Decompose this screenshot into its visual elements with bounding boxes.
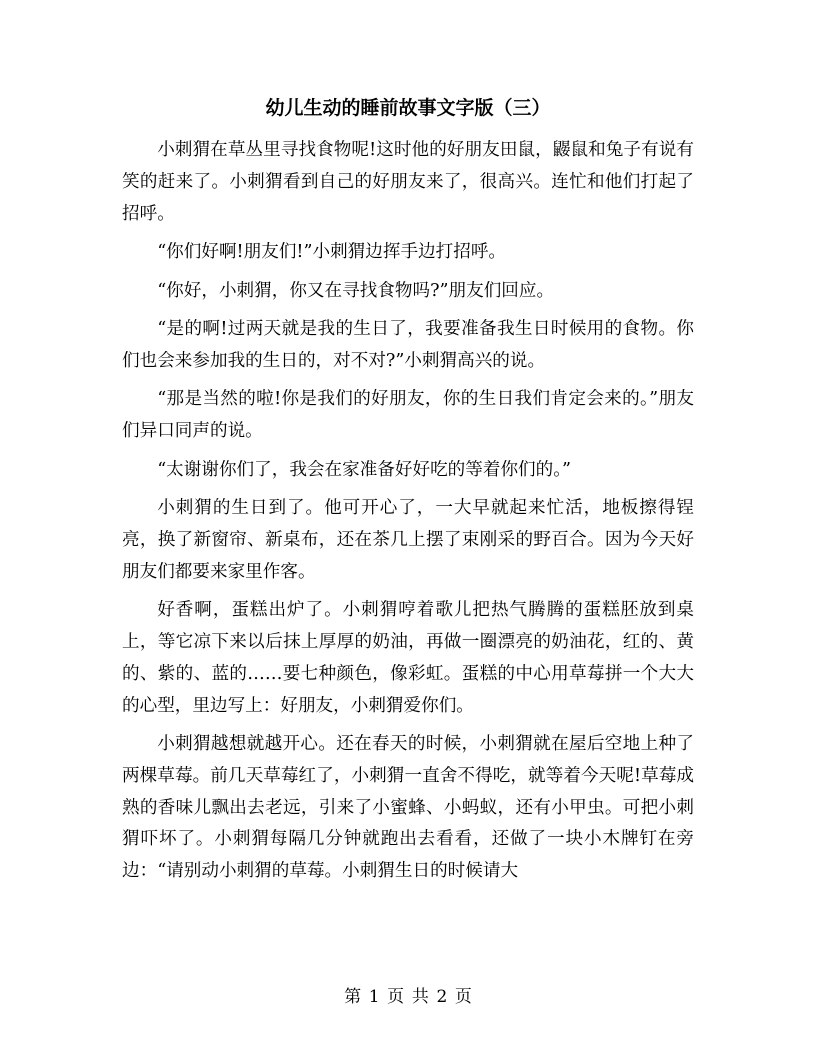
document-title: 幼儿生动的睡前故事文字版（三） <box>265 97 551 119</box>
paragraph: “是的啊!过两天就是我的生日了，我要准备我生日时候用的食物。你们也会来参加我的生日的，对不对?”小刺猬高兴的说。 <box>122 319 694 371</box>
paragraph: “你好，小刺猬，你又在寻找食物吗?”朋友们回应。 <box>157 280 555 301</box>
total-label: 共 <box>411 987 429 1007</box>
paragraph: 好香啊，蛋糕出炉了。小刺猬哼着歌儿把热气腾腾的蛋糕胚放到桌上，等它凉下来以后抹上厚厚的奶油，再做一圈漂亮的奶油花，红的、黄的、紫的、蓝的……要七种颜色，像彩虹。蛋糕的中心用草莓拼一个大大的心型，里边写上：好朋友，小刺猬爱你们。 <box>122 600 694 716</box>
paragraph: 小刺猬的生日到了。他可开心了，一大早就起来忙活，地板擦得锃亮，换了新窗帘、新桌布，还在茶几上摆了束刚采的野百合。因为今天好朋友们都要来家里作客。 <box>122 498 694 582</box>
paragraph: 小刺猬在草丛里寻找食物呢!这时他的好朋友田鼠，鼹鼠和兔子有说有笑的赶来了。小刺猬看到自己的好朋友来了，很高兴。连忙和他们打起了招呼。 <box>122 140 694 224</box>
document-body <box>122 135 694 895</box>
page-footer <box>0 986 816 1008</box>
total-unit: 页 <box>454 987 472 1007</box>
paragraph: “太谢谢你们了，我会在家准备好好吃的等着你们的。” <box>157 459 572 480</box>
page-label: 第 <box>344 987 362 1007</box>
page-number: 1 <box>368 987 380 1007</box>
total-pages: 2 <box>436 987 448 1007</box>
paragraph: “你们好啊!朋友们!”小刺猬边挥手边打招呼。 <box>157 242 507 263</box>
paragraph: “那是当然的啦!你是我们的好朋友，你的生日我们肯定会来的。”朋友们异口同声的说。 <box>122 389 694 442</box>
paragraph: 小刺猬越想就越开心。还在春天的时候，小刺猬就在屋后空地上种了两棵草莓。前几天草莓红了，小刺猬一直舍不得吃，就等着今天呢!草莓成熟的香味儿飘出去老远，引来了小蜜蜂、小蚂蚁，还有小甲虫。可把小刺猬吓坏了。小刺猬每隔几分钟就跑出去看看，还做了一块小木牌钉在旁边：“请别动小刺猬的草莓。小刺猬生日的时候请大 <box>122 734 694 882</box>
page-unit: 页 <box>387 987 405 1007</box>
